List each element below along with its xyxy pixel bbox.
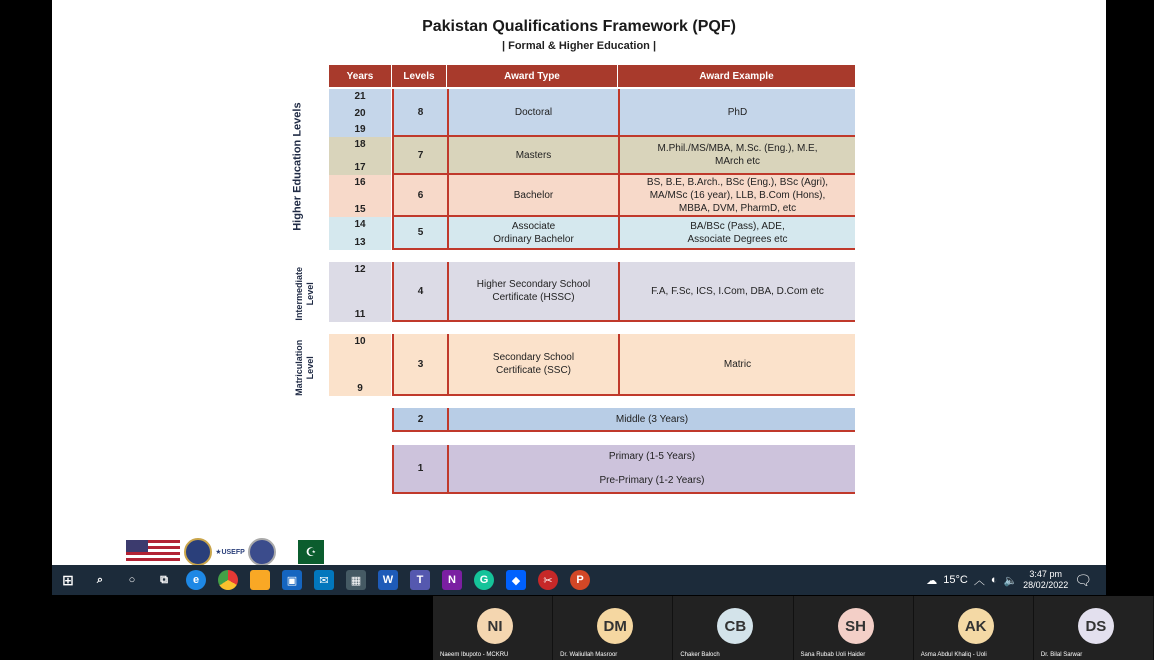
award-type-text: Middle (3 Years): [615, 413, 689, 425]
level-cell: 3: [392, 334, 447, 396]
header-levels: Levels: [392, 65, 446, 87]
award-example-line: MArch etc: [714, 156, 760, 167]
side-label-higher: Higher Education Levels: [291, 102, 304, 231]
pakistan-flag-icon: ☪: [290, 540, 324, 564]
participant-name: Dr. Waliullah Masroor: [560, 652, 618, 658]
award-type-text: Doctoral: [514, 106, 553, 118]
participant-name: Asma Abdul Khaliq - Uoli: [920, 652, 987, 658]
award-type-cell: [447, 217, 618, 250]
award-type-text: Primary (1-5 Years): [608, 451, 696, 463]
clock-date: 28/02/2022: [1023, 580, 1069, 590]
year-label: 17: [354, 162, 366, 173]
powerpoint-icon[interactable]: P: [570, 570, 590, 590]
weather-temp[interactable]: 15°C: [943, 574, 968, 586]
award-example-line: MA/MSc (16 year), LLB, B.Com (Hons),: [649, 189, 826, 201]
award-type-text: Bachelor: [513, 189, 554, 201]
award-type-text: Masters: [515, 149, 552, 161]
award-type-cell: [447, 408, 855, 432]
edge-icon[interactable]: e: [186, 570, 206, 590]
calculator-icon[interactable]: ▦: [346, 570, 366, 590]
notifications-icon[interactable]: 🗨: [1074, 571, 1092, 588]
header-award-type: Award Type: [447, 65, 617, 87]
year-label: 14: [354, 219, 366, 230]
award-example-cell: [618, 137, 855, 175]
award-type-text: Secondary School Certificate (SSC): [492, 352, 575, 376]
award-example-line: PhD: [727, 106, 748, 118]
award-example-cell: [618, 89, 855, 137]
store-icon[interactable]: ▣: [282, 570, 302, 590]
word-icon[interactable]: W: [378, 570, 398, 590]
participant-tile[interactable]: [914, 596, 1034, 660]
side-label-intermediate-line2: Level: [305, 282, 315, 306]
years-cell: [329, 262, 391, 322]
network-icon[interactable]: ◐: [990, 574, 998, 586]
year-label: 18: [354, 139, 366, 150]
award-example-line: M.Phil./MS/MBA, M.Sc. (Eng.), M.E,: [657, 143, 818, 154]
side-label-matric-line2: Level: [305, 356, 315, 380]
award-example-cell: [618, 175, 855, 217]
onenote-icon[interactable]: N: [442, 570, 462, 590]
year-label: 10: [354, 336, 366, 347]
participant-tile[interactable]: [1034, 596, 1154, 660]
award-type-text: Associate Ordinary Bachelor: [493, 220, 574, 245]
award-example-line: Associate Degrees etc: [687, 233, 788, 245]
avatar: SH: [838, 608, 874, 644]
award-example-line: BA/BSc (Pass), ADE,: [690, 220, 785, 232]
years-cell: [329, 217, 391, 250]
award-example-line: F.A, F.Sc, ICS, I.Com, DBA, D.Com etc: [651, 285, 824, 297]
participant-name: Naeem Ibupoto - MCKRU: [440, 652, 509, 658]
year-label: 15: [354, 204, 366, 215]
award-example-cell: [618, 262, 855, 322]
system-tray: [926, 565, 1092, 595]
file-explorer-icon[interactable]: [250, 570, 270, 590]
level-cell: 6: [392, 175, 447, 217]
hec-seal-icon: [248, 538, 276, 566]
year-label: 13: [354, 237, 366, 248]
year-label: 21: [354, 91, 366, 102]
usefp-logo-icon: ★USEFP: [215, 549, 245, 556]
participant-tile[interactable]: [673, 596, 793, 660]
state-seal-icon: [184, 538, 212, 566]
year-label: 19: [354, 124, 366, 135]
participant-tile[interactable]: [553, 596, 673, 660]
participant-name: Dr. Bilal Sarwar: [1040, 652, 1083, 658]
start-icon[interactable]: ⊞: [62, 571, 74, 588]
award-type-cell: [447, 262, 618, 322]
dropbox-icon[interactable]: ◆: [506, 570, 526, 590]
participant-name: Chaker Baloch: [680, 652, 720, 658]
chrome-icon[interactable]: [218, 570, 238, 590]
years-cell: [329, 137, 391, 175]
slide-title: Pakistan Qualifications Framework (PQF): [422, 18, 736, 35]
level-cell: 7: [392, 137, 447, 175]
award-type-cell: [447, 89, 618, 137]
grammarly-icon[interactable]: G: [474, 570, 494, 590]
award-example-cell: [618, 334, 855, 396]
sponsor-logos: [126, 538, 324, 566]
years-cell: [329, 334, 391, 396]
weather-icon[interactable]: ☁: [926, 574, 938, 587]
volume-icon[interactable]: 🔈: [1003, 574, 1018, 587]
year-label: 9: [357, 383, 363, 394]
slide-subtitle: | Formal & Higher Education |: [501, 40, 657, 52]
windows-taskbar: [52, 565, 1106, 595]
avatar: DM: [597, 608, 633, 644]
header-award-example: Award Example: [618, 65, 855, 87]
avatar: AK: [958, 608, 994, 644]
award-example-line: BS, B.E, B.Arch., BSc (Eng.), BSc (Agri),: [646, 176, 829, 188]
mail-icon[interactable]: ✉: [314, 570, 334, 590]
side-label-matric-line1: Matriculation: [294, 339, 305, 396]
award-type-text-2: Pre-Primary (1-2 Years): [599, 474, 705, 486]
header-years: Years: [329, 65, 391, 87]
avatar: DS: [1078, 608, 1114, 644]
avatar: CB: [717, 608, 753, 644]
level-cell: 2: [392, 408, 447, 432]
award-example-line: MBBA, DVM, PharmD, etc: [678, 202, 797, 214]
year-label: 16: [354, 177, 366, 188]
award-type-cell: [447, 445, 855, 494]
award-example-line: Matric: [723, 358, 752, 370]
participant-name: Sana Rubab Uoli Haider: [800, 652, 866, 658]
meeting-participants: [433, 596, 1154, 660]
side-label-intermediate-line1: Intermediate: [294, 267, 305, 321]
search-icon[interactable]: ⌕: [96, 573, 104, 586]
avatar: NI: [477, 608, 513, 644]
award-type-cell: [447, 137, 618, 175]
participant-tile[interactable]: [433, 596, 553, 660]
task-view-icon[interactable]: ⧉: [160, 573, 168, 586]
award-type-cell: [447, 175, 618, 217]
side-label-matriculation: [294, 323, 316, 413]
year-label: 11: [354, 309, 366, 320]
level-cell: 4: [392, 262, 447, 322]
level-cell: 1: [392, 445, 447, 494]
chevron-up-icon[interactable]: ︿: [973, 575, 985, 587]
award-type-text: Higher Secondary School Certificate (HSSC): [476, 279, 591, 303]
clock-time: 3:47 pm: [1029, 569, 1062, 580]
snip-icon[interactable]: ✂: [538, 570, 558, 590]
presentation-slide: [52, 0, 1106, 565]
us-flag-icon: [126, 540, 180, 564]
years-cell: [329, 89, 391, 137]
teams-icon[interactable]: T: [410, 570, 430, 590]
year-label: 20: [354, 107, 366, 119]
taskbar-clock[interactable]: [1023, 569, 1068, 591]
award-type-cell: [447, 334, 618, 396]
level-cell: 5: [392, 217, 447, 250]
year-label: 12: [354, 264, 366, 275]
level-cell: 8: [392, 89, 447, 137]
cortana-icon[interactable]: ○: [128, 574, 136, 586]
participant-tile[interactable]: [794, 596, 914, 660]
years-cell: [329, 175, 391, 217]
award-example-cell: [618, 217, 855, 250]
